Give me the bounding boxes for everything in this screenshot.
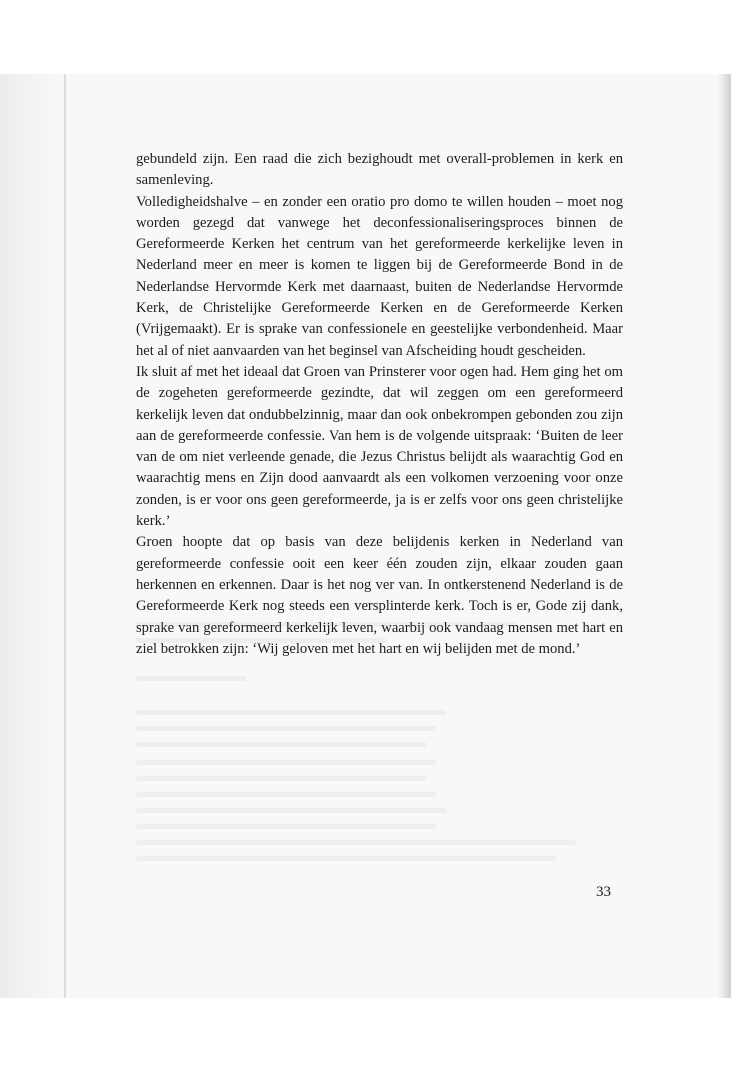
bleed-through-line — [136, 710, 446, 715]
binding-line — [64, 74, 66, 998]
bleed-through-line — [136, 824, 436, 829]
binding-gutter — [0, 74, 66, 998]
bleed-through-line — [136, 856, 556, 861]
bleed-through-line — [136, 760, 436, 765]
paragraph: Ik sluit af met het ideaal dat Groen van Prinsterer voor ogen had. Hem ging het om de zogeheten gereformeerde gezindte, dat wil zeggen om een gereformeerd kerkelijk leven dat ondubbelzinnig, maar dan ook onbekrompen gebonden zou zijn aan de gereformeerde confessie. Van hem is de volgende uitspraak: ‘Buiten de leer van de om niet verleende genade, die Jezus Christus belijdt als waarachtig God en waarachtig mens en Zijn dood aanvaardt als een volkomen verzoening voor onze zonden, is er voor ons geen gereformeerde, ja is er zelfs voor ons geen christelijke kerk.’ — [136, 363, 623, 530]
bleed-through-line — [136, 808, 446, 813]
paragraph: Groen hoopte dat op basis van deze belijdenis kerken in Nederland van gereformeerde confessie ooit een keer één zouden zijn, elkaar zouden gaan herkennen en erkennen. Daar is het nog ver van. In ontkerstenend Nederland is de Gereformeerde Kerk nog steeds een versplinterde kerk. Toch is er, Gode zij dank, sprake van gereformeerd kerkelijk leven, waarbij ook vandaag mensen met hart en ziel betrokken zijn: ‘Wij geloven met het hart en wij belijden met de mond.’ — [136, 534, 623, 657]
bleed-through-line — [136, 742, 426, 747]
bleed-through-line — [136, 792, 436, 797]
body-text — [136, 149, 623, 660]
paragraph: gebundeld zijn. Een raad die zich bezighoudt met overall-problemen in kerk en samenleving. — [136, 151, 623, 189]
bleed-through-line — [136, 776, 426, 781]
bleed-through-line — [136, 676, 246, 681]
page-edge-shadow — [718, 74, 731, 998]
paragraph: Volledigheidshalve – en zonder een oratio pro domo te willen houden – moet nog worden gezegd dat vanwege het deconfessionaliseringsproces binnen de Gereformeerde Kerken het centrum van het gereformeerde kerkelijke leven in Nederland meer en meer is komen te liggen bij de Gereformeerde Bond in de Nederlandse Hervormde Kerk met daarnaast, buiten de Nederlandse Hervormde Kerk, de Christelijke Gereformeerde Kerken en de Gereformeerde Kerken (Vrijgemaakt). Er is sprake van confessionele en geestelijke verbondenheid. Maar het al of niet aanvaarden van het beginsel van Afscheiding houdt gescheiden. — [136, 193, 623, 359]
bleed-through-line — [136, 726, 436, 731]
page-number: 33 — [596, 884, 611, 900]
bleed-through-line — [136, 840, 576, 845]
